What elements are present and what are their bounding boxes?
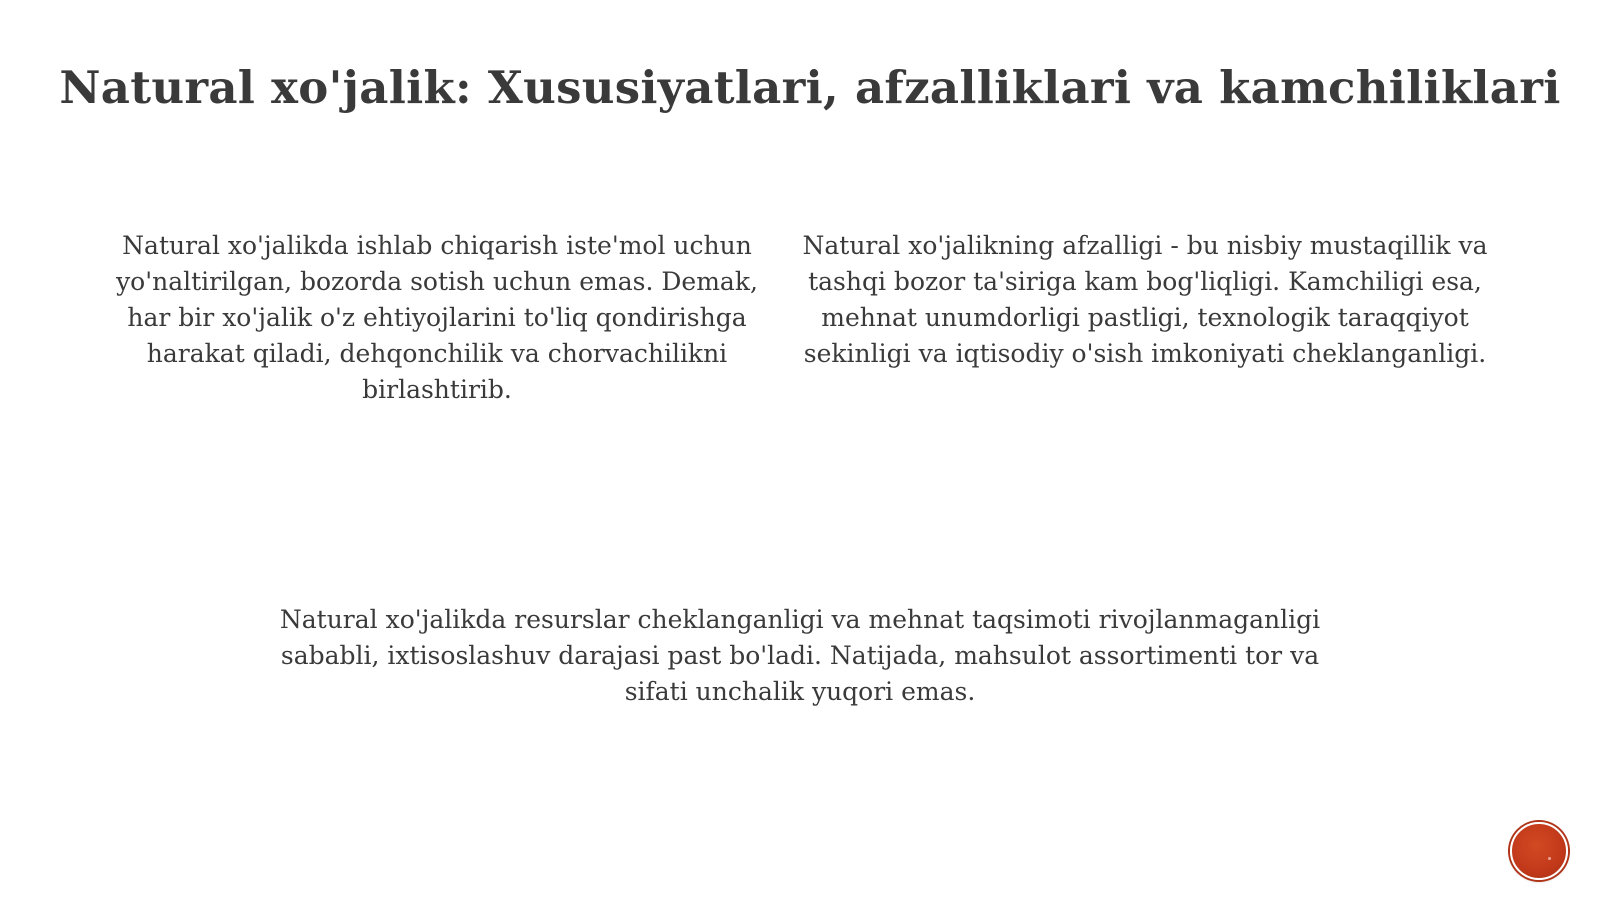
slide-title: Natural xo'jalik: Xususiyatlari, afzalliklari va kamchiliklari — [59, 61, 1561, 114]
slide-nav-button[interactable] — [1510, 822, 1568, 880]
paragraph-features: Natural xo'jalikda ishlab chiqarish iste'mol uchun yo'naltirilgan, bozorda sotish uchun emas. Demak, har bir xo'jalik o'z ehtiyojlarini to'liq qondirishga harakat qiladi, dehqonchilik va chorvachilikni birlashtirib. — [116, 231, 758, 404]
paragraph-pros-cons: Natural xo'jalikning afzalligi - bu nisbiy mustaqillik va tashqi bozor ta'siriga kam bog'liqligi. Kamchiligi esa, mehnat unumdorligi pastligi, texnologik taraqqiyot sekinligi va iqtisodiy o'sish imkoniyati cheklanganligi. — [802, 231, 1488, 368]
circle-nav-icon — [1548, 857, 1551, 860]
paragraph-specialization: Natural xo'jalikda resurslar cheklanganligi va mehnat taqsimoti rivojlanmaganligi sababli, ixtisoslashuv darajasi past bo'ladi. Natijada, mahsulot assortimenti tor va sifati unchalik yuqori emas. — [279, 605, 1321, 706]
